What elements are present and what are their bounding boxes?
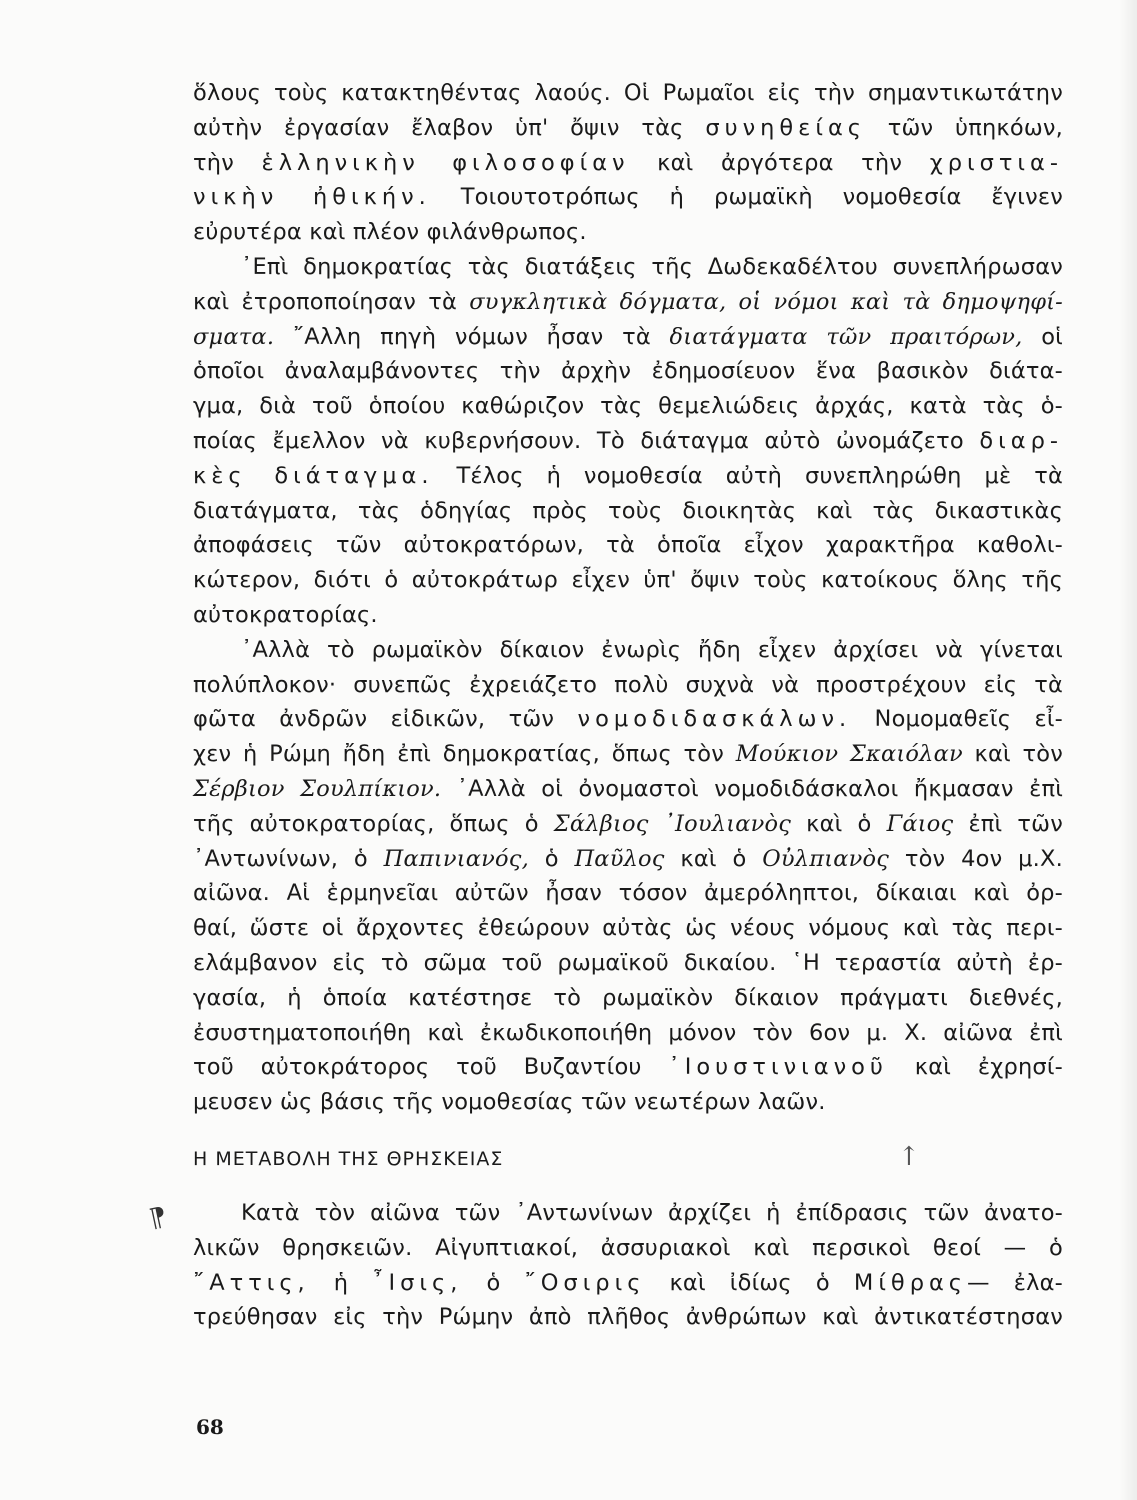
text-column	[193, 76, 1063, 1335]
text-line	[193, 737, 1063, 772]
text-line	[193, 702, 1063, 737]
text-run: τοῦ αὐτοκράτορος τοῦ Βυζαντίου	[193, 1054, 642, 1081]
text-line	[193, 424, 1063, 459]
text-line: γασία, ἡ ὁποία κατέστησε τὸ ρωμαϊκὸν δίκαιον πράγματι διεθνές,	[193, 984, 1063, 1011]
text-run: καὶ ἰδίως ὁ	[669, 1269, 830, 1296]
italic-term: διατάγματα τῶν πραιτόρων,	[669, 323, 1023, 350]
italic-term: Μούκιον Σκαιόλαν	[735, 741, 963, 768]
page-number: 68	[196, 1415, 224, 1439]
text-line	[193, 111, 1063, 146]
italic-term: συγκλητικὰ δόγματα, οἱ νόμοι καὶ τὰ δημοψηφί-	[469, 288, 1063, 315]
text-line	[193, 285, 1063, 320]
spaced-term: ῎Οσιρις	[524, 1269, 646, 1296]
italic-term: σματα.	[193, 323, 275, 350]
text-run: ῎Αλλη πηγὴ νόμων ἦσαν τὰ	[292, 323, 651, 350]
text-run: χεν ἡ Ρώμη ἤδη ἐπὶ δημοκρατίας, ὅπως τὸν	[193, 741, 725, 768]
text-run: καὶ ὁ	[680, 845, 747, 872]
margin-annotation-mark: ⁋	[147, 1201, 170, 1235]
italic-term: Οὐλπιανὸς	[762, 845, 890, 872]
text-run: Νομομαθεῖς εἶ-	[874, 706, 1063, 733]
text-line: κώτερον, διότι ὁ αὐτοκράτωρ εἶχεν ὑπ' ὄψιν τοὺς κατοίκους ὅλης τῆς	[193, 567, 1063, 594]
text-run: τὴν	[193, 149, 234, 176]
text-line	[193, 1050, 1063, 1085]
section-gap	[193, 1120, 1063, 1140]
italic-term: Παῦλος	[574, 845, 665, 872]
spaced-term: χριστια-	[929, 149, 1063, 176]
text-line	[193, 842, 1063, 877]
spaced-term: νομοδιδασκάλων.	[577, 706, 852, 733]
text-run: ὁ	[486, 1269, 501, 1296]
italic-term: Σέρβιον Σουλπίκιον.	[193, 775, 442, 802]
text-line	[193, 772, 1063, 807]
text-run: τῶν ὑπηκόων,	[887, 114, 1064, 141]
text-line: αὐτοκρατορίας.	[193, 601, 378, 628]
text-run: οἱ	[1041, 323, 1063, 350]
text-line: ἀποφάσεις τῶν αὐτοκρατόρων, τὰ ὁποῖα εἶχον χαρακτῆρα καθολι-	[193, 532, 1063, 559]
text-run: ἐπὶ τῶν	[968, 810, 1063, 837]
text-run: ᾿Αντωνίνων, ὁ	[193, 845, 368, 872]
text-line	[193, 459, 1063, 494]
text-run: ᾿Αλλὰ οἱ ὀνομαστοὶ νομοδιδάσκαλοι ἤκμασαν ἐπὶ	[456, 775, 1064, 802]
text-line: ὁποῖοι ἀναλαμβάνοντες τὴν ἀρχὴν ἐδημοσίευον ἕνα βασικὸν διάτα-	[193, 358, 1063, 385]
text-line: εὐρυτέρα καὶ πλέον φιλάνθρωπος.	[193, 219, 587, 246]
text-run: τὸν 4ον μ.Χ.	[904, 845, 1063, 872]
text-line: ελάμβανον εἰς τὸ σῶμα τοῦ ρωμαϊκοῦ δικαίου. ῾Η τεραστία αὐτὴ ἐρ-	[193, 949, 1063, 976]
text-run: ποίας ἔμελλον νὰ κυβερνήσουν. Τὸ διάταγμα αὐτὸ ὠνομάζετο	[193, 427, 964, 454]
spaced-term: διαρ-	[979, 427, 1063, 454]
text-run: φῶτα ἀνδρῶν εἰδικῶν, τῶν	[193, 706, 555, 733]
text-run: τῆς αὐτοκρατορίας, ὅπως ὁ	[193, 810, 539, 837]
text-line	[193, 320, 1063, 355]
text-line: ἐσυστηματοποιήθη καὶ ἐκωδικοποιήθη μόνον τὸν 6ον μ. Χ. αἰῶνα ἐπὶ	[193, 1019, 1063, 1046]
text-run: καὶ ἐχρησί-	[914, 1054, 1063, 1081]
pencil-annotation-mark: ↑	[898, 1142, 920, 1172]
text-line: διατάγματα, τὰς ὁδηγίας πρὸς τοὺς διοικητὰς καὶ τὰς δικαστικὰς	[193, 497, 1063, 524]
text-run: Τέλος ἡ νομοθεσία αὐτὴ συνεπληρώθη μὲ τὰ	[456, 462, 1064, 489]
italic-term: Γάιος	[886, 810, 954, 837]
text-run: Τοιουτοτρόπως ἡ ρωμαϊκὴ νομοθεσία ἔγινεν	[460, 184, 1063, 211]
section-heading: Η ΜΕΤΑΒΟΛΗ ΤΗΣ ΘΡΗΣΚΕΙΑΣ	[193, 1147, 504, 1170]
italic-term: Παπινιανός,	[383, 845, 529, 872]
spaced-term: ᾿Ιουστινιανοῦ	[668, 1054, 888, 1081]
text-line	[193, 146, 1063, 181]
text-line: λικῶν θρησκειῶν. Αἰγυπτιακοί, ἀσσυριακοὶ καὶ περσικοὶ θεοί — ὁ	[193, 1234, 1063, 1261]
text-line: πολύπλοκον· συνεπῶς ἐχρειάζετο πολὺ συχνὰ νὰ προστρέχουν εἰς τὰ	[193, 671, 1063, 698]
text-run: καὶ τὸν	[974, 741, 1064, 768]
italic-term: Σάλβιος ᾿Ιουλιανὸς	[553, 810, 792, 837]
text-run: καὶ ὁ	[806, 810, 872, 837]
text-run: ὁ	[544, 845, 559, 872]
text-line: αἰῶνα. Αἱ ἑρμηνεῖαι αὐτῶν ἦσαν τόσον ἀμερόληπτοι, δίκαιαι καὶ ὀρ-	[193, 880, 1063, 907]
page-edge-shadow	[1119, 0, 1137, 1500]
text-run: — ἐλα-	[967, 1269, 1063, 1296]
text-run: ἡ	[333, 1269, 349, 1296]
text-line: ᾿Επὶ δημοκρατίας τὰς διατάξεις τῆς Δωδεκαδέλτου συνεπλήρωσαν	[241, 253, 1063, 280]
spaced-term: ἑλληνικὴν φιλοσοφίαν	[261, 149, 630, 176]
spaced-term: ῏Ισις,	[372, 1269, 463, 1296]
spaced-term: ῎Αττις,	[193, 1269, 310, 1296]
text-line: μευσεν ὡς βάσις τῆς νομοθεσίας τῶν νεωτέρων λαῶν.	[193, 1089, 826, 1116]
text-line: Κατὰ τὸν αἰῶνα τῶν ᾿Αντωνίνων ἀρχίζει ἡ ἐπίδρασις τῶν ἀνατο-	[241, 1199, 1063, 1226]
text-line: γμα, διὰ τοῦ ὁποίου καθώριζον τὰς θεμελιώδεις ἀρχάς, κατὰ τὰς ὁ-	[193, 393, 1063, 420]
text-run: καὶ ἀργότερα τὴν	[657, 149, 903, 176]
text-run: αὐτὴν ἐργασίαν ἔλαβον ὑπ' ὄψιν τὰς	[193, 114, 684, 141]
spaced-term: νικὴν ἠθικήν.	[193, 184, 431, 211]
spaced-term: συνηθείας	[705, 114, 866, 141]
text-line: ᾿Αλλὰ τὸ ρωμαϊκὸν δίκαιον ἐνωρὶς ἤδη εἶχεν ἀρχίσει νὰ γίνεται	[241, 636, 1063, 663]
section-gap	[193, 1176, 1063, 1196]
text-run: καὶ ἐτροποποίησαν τὰ	[193, 288, 457, 315]
spaced-term: κὲς διάταγμα.	[193, 462, 434, 489]
text-line: θαί, ὥστε οἱ ἄρχοντες ἐθεώρουν αὐτὰς ὡς νέους νόμους καὶ τὰς περι-	[193, 915, 1063, 942]
text-line	[193, 807, 1063, 842]
text-line	[193, 1266, 1063, 1301]
spaced-term: Μίθρας	[853, 1269, 968, 1296]
text-line	[193, 180, 1063, 215]
text-line: τρεύθησαν εἰς τὴν Ρώμην ἀπὸ πλῆθος ἀνθρώπων καὶ ἀντικατέστησαν	[193, 1304, 1063, 1331]
text-line: ὅλους τοὺς κατακτηθέντας λαούς. Οἱ Ρωμαῖοι εἰς τὴν σημαντικωτάτην	[193, 80, 1063, 106]
